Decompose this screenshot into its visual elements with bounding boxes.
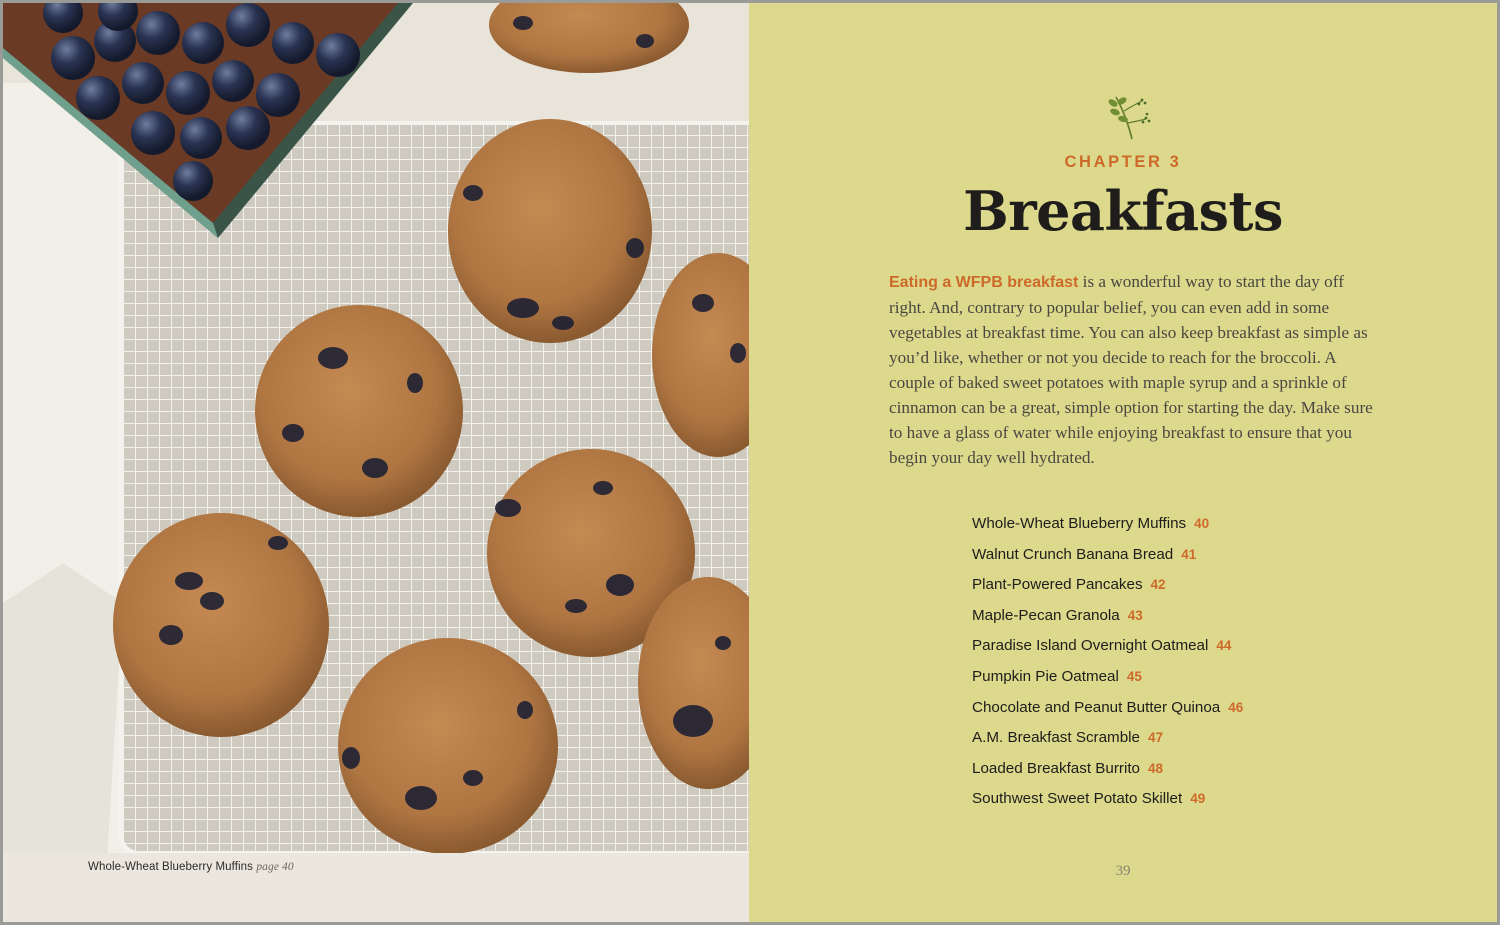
recipe-page: 49 xyxy=(1190,791,1206,807)
recipe-page: 48 xyxy=(1148,760,1164,776)
recipe-name: Plant-Powered Pancakes xyxy=(972,576,1143,594)
recipe-page: 40 xyxy=(1194,516,1210,531)
recipe-name: Loaded Breakfast Burrito xyxy=(972,759,1141,777)
recipe-name: Maple-Pecan Granola xyxy=(972,606,1120,624)
recipe-page: 44 xyxy=(1216,638,1232,654)
recipe-name: Pumpkin Pie Oatmeal xyxy=(972,667,1119,685)
recipe-item xyxy=(972,758,1243,789)
recipe-item xyxy=(972,788,1243,819)
recipe-item xyxy=(972,697,1243,728)
chapter-intro xyxy=(889,269,1379,470)
recipe-item xyxy=(972,544,1243,575)
recipe-name: Whole-Wheat Blueberry Muffins xyxy=(972,515,1187,532)
caption-title: Whole-Wheat Blueberry Muffins xyxy=(88,861,254,873)
recipe-name: Southwest Sweet Potato Skillet xyxy=(972,790,1183,808)
recipe-name: A.M. Breakfast Scramble xyxy=(972,729,1140,747)
page-number: 39 xyxy=(1115,863,1131,879)
recipe-list xyxy=(972,513,1243,819)
chapter-page xyxy=(749,3,1497,922)
recipe-page: 43 xyxy=(1127,607,1143,623)
recipe-page: 47 xyxy=(1147,730,1163,746)
recipe-page: 41 xyxy=(1181,546,1197,562)
photo-caption xyxy=(88,861,294,873)
intro-lead: Eating a WFPB breakfast xyxy=(889,274,1079,291)
recipe-item xyxy=(972,574,1243,605)
muffins-photo xyxy=(3,3,749,922)
recipe-item xyxy=(972,635,1243,666)
recipe-item xyxy=(972,605,1243,636)
photo-page xyxy=(3,3,749,922)
chapter-title: Breakfasts xyxy=(963,179,1283,243)
recipe-page: 45 xyxy=(1126,668,1142,684)
recipe-item xyxy=(972,513,1243,544)
recipe-item xyxy=(972,727,1243,758)
book-spread xyxy=(3,3,1497,922)
chapter-label: CHAPTER 3 xyxy=(1064,153,1182,171)
recipe-name: Walnut Crunch Banana Bread xyxy=(972,545,1174,563)
recipe-name: Chocolate and Peanut Butter Quinoa xyxy=(972,698,1221,716)
recipe-page: 42 xyxy=(1150,577,1166,593)
recipe-item xyxy=(972,666,1243,697)
herb-sprig-icon xyxy=(1104,91,1154,143)
recipe-page: 46 xyxy=(1228,699,1244,715)
recipe-name: Paradise Island Overnight Oatmeal xyxy=(972,637,1209,655)
caption-page-ref: page 40 xyxy=(256,861,294,873)
intro-body: is a wonderful way to start the day off right. And, contrary to popular belief, you can even add in some vegetables at breakfast time. You can also keep breakfast as simple as you’d like, whether or not you decide to reach for the broccoli. A couple of baked sweet potatoes with maple syrup and a sprinkle of cinnamon can be a great, simple option for starting the day. Make sure to have a glass of water while enjoying breakfast to ensure that you begin your day well hydrated. xyxy=(889,272,1373,467)
